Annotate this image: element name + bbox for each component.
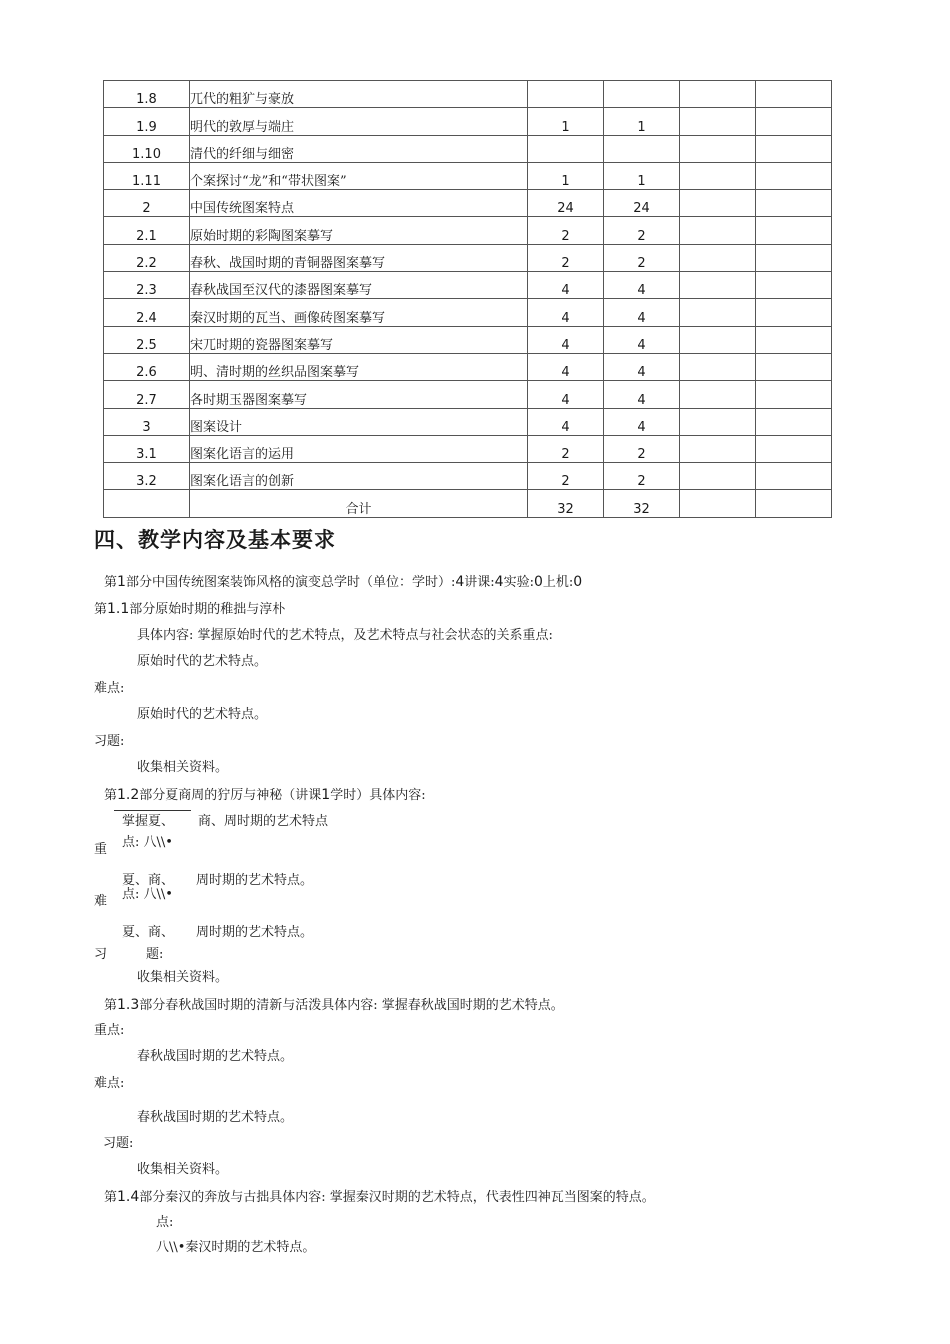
number: 1 (117, 574, 126, 590)
cell-hours-lecture: 2 (604, 463, 680, 490)
section-1-1-exercise: 收集相关资料。 (137, 760, 229, 775)
cell-empty (756, 490, 832, 517)
cell-empty (756, 353, 832, 380)
table-row (104, 353, 832, 380)
cell-topic: 中国传统图案特点 (190, 190, 528, 217)
cell-empty (756, 299, 832, 326)
cell-empty (756, 108, 832, 135)
section-1-3-key-label: 重点: (94, 1023, 125, 1038)
cell-topic: 春秋、战国时期的青铜器图案摹写 (190, 244, 528, 271)
cell-empty (680, 190, 756, 217)
number: 1.1 (107, 601, 130, 617)
section-heading: 四、教学内容及基本要求 (94, 528, 336, 552)
text: 部分夏商周的狞厉与神秘（讲课 (139, 788, 322, 803)
table-row (104, 381, 832, 408)
section-1-1-difficulty: 原始时代的艺术特点。 (137, 707, 268, 722)
table-row (104, 108, 832, 135)
text: 第 (104, 998, 118, 1013)
cell-hours-total (528, 135, 604, 162)
table-row (104, 81, 832, 108)
section-1-3-exercise-label: 习题: (103, 1136, 134, 1151)
cell-hours-lecture: 4 (604, 326, 680, 353)
cell-hours-lecture (604, 135, 680, 162)
cell-hours-total: 4 (528, 326, 604, 353)
table-row (104, 244, 832, 271)
cell-total-lecture: 32 (604, 490, 680, 517)
cell-empty (680, 381, 756, 408)
section-1-2-xi: 习 (94, 947, 108, 962)
table-row (104, 326, 832, 353)
cell-section-number: 3.2 (104, 463, 190, 490)
cell-total-label: 合计 (190, 490, 528, 517)
section-1-3-exercise: 收集相关资料。 (137, 1162, 229, 1177)
cell-empty (680, 108, 756, 135)
section-1-2-key-a: 夏、商、 (122, 873, 175, 888)
table-row (104, 190, 832, 217)
section-1-2-key-b: 周时期的艺术特点。 (196, 873, 314, 888)
section-1-4-key: 八\\•秦汉时期的艺术特点。 (156, 1240, 316, 1255)
section-1-1-title (94, 600, 285, 619)
table-row (104, 408, 832, 435)
cell-empty (756, 272, 832, 299)
number: 1.2 (117, 787, 140, 803)
section-1-2-zhong: 重 (94, 842, 108, 857)
text: 学时）具体内容: (330, 788, 426, 803)
section-1-2-diff-a: 夏、商、 (122, 925, 175, 940)
cell-empty (756, 326, 832, 353)
cell-empty (680, 217, 756, 244)
cell-hours-total: 4 (528, 408, 604, 435)
cell-empty (756, 435, 832, 462)
section-1-1-exercise-label: 习题: (94, 734, 125, 749)
cell-hours-total: 4 (528, 299, 604, 326)
cell-hours-total: 4 (528, 353, 604, 380)
cell-empty (756, 162, 832, 189)
text: 第 (104, 575, 118, 590)
cell-section-number: 2.7 (104, 381, 190, 408)
cell-hours-total: 2 (528, 244, 604, 271)
cell-topic: 各时期玉器图案摹写 (190, 381, 528, 408)
cell-empty (680, 162, 756, 189)
table-row (104, 299, 832, 326)
cell-section-number: 2.6 (104, 353, 190, 380)
cell-empty (756, 244, 832, 271)
section-1-2-ti: 题: (146, 947, 164, 962)
text: 上机: (542, 575, 574, 590)
section-1-1-content: 具体内容: 掌握原始时代的艺术特点，及艺术特点与社会状态的关系重点: (137, 628, 553, 643)
cell-hours-lecture: 4 (604, 299, 680, 326)
cell-empty (756, 81, 832, 108)
cell-empty (680, 272, 756, 299)
table-row (104, 162, 832, 189)
cell-section-number: 1.11 (104, 162, 190, 189)
text: 讲课: (464, 575, 495, 590)
text: 实验: (503, 575, 534, 590)
cell-hours-lecture: 2 (604, 217, 680, 244)
cell-empty (680, 299, 756, 326)
part-1-summary (104, 573, 582, 592)
cell-hours-total: 1 (528, 162, 604, 189)
section-1-3-difficulty: 春秋战国时期的艺术特点。 (137, 1110, 294, 1125)
cell-empty (680, 463, 756, 490)
section-1-2-diff-b: 周时期的艺术特点。 (196, 925, 314, 940)
cell-empty (680, 135, 756, 162)
number: 0 (573, 574, 583, 590)
cell-hours-lecture (604, 81, 680, 108)
section-1-2-content-a: 掌握夏、 (122, 814, 175, 829)
cell-empty (756, 463, 832, 490)
cell-topic: 图案设计 (190, 408, 528, 435)
cell-empty (680, 326, 756, 353)
text: 部分春秋战国时期的清新与活泼具体内容: 掌握春秋战国时期的艺术特点。 (139, 998, 564, 1013)
number: 0 (533, 574, 543, 590)
cell-topic: 宋兀时期的瓷器图案摹写 (190, 326, 528, 353)
cell-empty (756, 408, 832, 435)
cell-hours-total: 1 (528, 108, 604, 135)
cell-topic: 春秋战国至汉代的漆器图案摹写 (190, 272, 528, 299)
cell-topic: 图案化语言的创新 (190, 463, 528, 490)
cell-topic: 兀代的粗犷与豪放 (190, 81, 528, 108)
cell-empty (680, 244, 756, 271)
text: 第 (104, 788, 118, 803)
cell-topic: 图案化语言的运用 (190, 435, 528, 462)
cell-topic: 清代的纤细与细密 (190, 135, 528, 162)
text: 部分原始时期的稚拙与淳朴 (129, 602, 286, 617)
cell-hours-total: 2 (528, 217, 604, 244)
table-row (104, 463, 832, 490)
cell-section-number: 1.9 (104, 108, 190, 135)
cell-section-number: 2.1 (104, 217, 190, 244)
cell-hours-lecture: 24 (604, 190, 680, 217)
number: 4 (494, 574, 504, 590)
cell-section-number: 2.3 (104, 272, 190, 299)
text: 部分中国传统图案装饰风格的演变总学时（单位：学时）: (125, 575, 456, 590)
cell-empty (680, 490, 756, 517)
section-1-3-title (104, 996, 564, 1015)
table-row (104, 135, 832, 162)
cell-topic: 秦汉时期的瓦当、画像砖图案摹写 (190, 299, 528, 326)
section-1-1-key: 原始时代的艺术特点。 (137, 654, 268, 669)
text: 部分秦汉的奔放与古拙具体内容: 掌握秦汉时期的艺术特点，代表性四神瓦当图案的特点。 (139, 1190, 655, 1205)
cell-section-number: 2 (104, 190, 190, 217)
cell-hours-total: 4 (528, 381, 604, 408)
course-hours-table (103, 80, 832, 518)
cell-section-number: 1.8 (104, 81, 190, 108)
cell-hours-total: 2 (528, 435, 604, 462)
cell-topic: 明、清时期的丝织品图案摹写 (190, 353, 528, 380)
cell-topic: 原始时期的彩陶图案摹写 (190, 217, 528, 244)
cell-hours-total: 24 (528, 190, 604, 217)
section-1-2-diff-label: 点: 八\\• (122, 887, 173, 902)
cell-empty (756, 217, 832, 244)
cell-hours-lecture: 4 (604, 353, 680, 380)
cell-section-number: 1.10 (104, 135, 190, 162)
section-1-4-title (104, 1188, 655, 1207)
cell-hours-total: 4 (528, 272, 604, 299)
number: 1.4 (117, 1189, 140, 1205)
table-row (104, 272, 832, 299)
section-1-2-title (104, 786, 426, 805)
table-body (104, 81, 832, 518)
section-1-2-nan: 难 (94, 894, 108, 909)
section-1-2-exercise: 收集相关资料。 (137, 970, 229, 985)
cell-topic: 明代的敦厚与端庄 (190, 108, 528, 135)
cell-hours-lecture: 2 (604, 435, 680, 462)
section-1-2-key-label: 点: 八\\• (122, 835, 173, 850)
cell-hours-lecture: 1 (604, 162, 680, 189)
cell-hours-total (528, 81, 604, 108)
table-row (104, 435, 832, 462)
cell-total-hours: 32 (528, 490, 604, 517)
text: 第 (104, 1190, 118, 1205)
cell-empty (680, 435, 756, 462)
cell-hours-lecture: 1 (604, 108, 680, 135)
cell-empty (680, 408, 756, 435)
cell-section-number: 2.2 (104, 244, 190, 271)
number: 1 (321, 787, 331, 803)
text: 第 (94, 602, 108, 617)
cell-empty (104, 490, 190, 517)
section-1-1-difficulty-label: 难点: (94, 681, 125, 696)
section-1-4-key-label: 点: (156, 1215, 174, 1230)
table-total-row (104, 490, 832, 517)
cell-empty (680, 81, 756, 108)
cell-section-number: 3 (104, 408, 190, 435)
cell-section-number: 2.5 (104, 326, 190, 353)
section-1-2-content-b: 商、周时期的艺术特点 (198, 814, 329, 829)
cell-hours-total: 2 (528, 463, 604, 490)
section-1-3-difficulty-label: 难点: (94, 1076, 125, 1091)
cell-hours-lecture: 4 (604, 408, 680, 435)
cell-empty (756, 135, 832, 162)
cell-section-number: 2.4 (104, 299, 190, 326)
divider-line (114, 810, 191, 811)
cell-empty (680, 353, 756, 380)
cell-hours-lecture: 4 (604, 381, 680, 408)
cell-section-number: 3.1 (104, 435, 190, 462)
cell-empty (756, 381, 832, 408)
number: 4 (455, 574, 465, 590)
cell-empty (756, 190, 832, 217)
number: 1.3 (117, 997, 140, 1013)
cell-topic: 个案探讨“龙”和“带状图案” (190, 162, 528, 189)
cell-hours-lecture: 2 (604, 244, 680, 271)
cell-hours-lecture: 4 (604, 272, 680, 299)
section-1-3-key: 春秋战国时期的艺术特点。 (137, 1049, 294, 1064)
table-row (104, 217, 832, 244)
